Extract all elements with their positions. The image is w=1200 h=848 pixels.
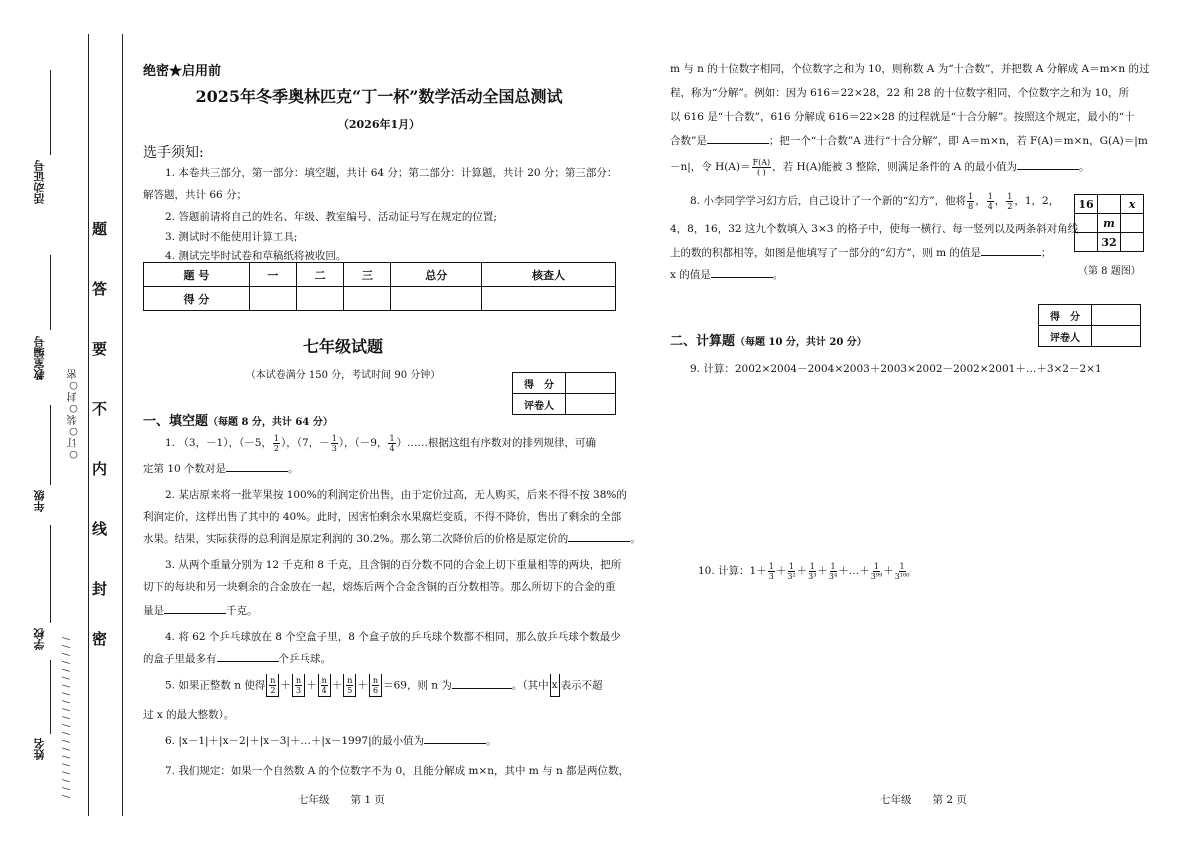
q1-text: 1. （3，－1），（－5，: [165, 437, 272, 449]
q8-text: ；: [1040, 247, 1052, 259]
question-2-cont: 利润定价，这样出售了其中的 40%。此时，因害怕剩余水果腐烂变质，不得不降价，售出了剩余的全部: [143, 511, 622, 523]
question-3-cont: 切下的每块和另一块剩余的合金放在一起，熔炼后两个合金含铜的百分数相等。那么所切下的合金的重: [143, 581, 616, 593]
question-9: 9. 计算：2002×2004－2004×2003＋2003×2002－2002×2001＋…＋3×2－2×1: [690, 363, 1102, 375]
magic-cell: 32: [1098, 233, 1121, 252]
q1-text: 。: [288, 463, 299, 475]
q4-text: 个乒乓球。: [278, 653, 331, 665]
binding-line: [122, 34, 123, 816]
notice-line: 4. 测试完毕时试卷和草稿纸将被收回。: [165, 250, 347, 262]
fraction: $\frac{1}{\text{3³}}$: [808, 561, 817, 581]
fraction: $\frac{1}{\text{3¹⁰⁰}}$: [894, 561, 910, 581]
binding-strip: [0, 0, 126, 848]
score-row-label: 得 分: [144, 287, 250, 311]
grade-title: 七年级试题: [302, 337, 383, 356]
q6-expression: |x－1|＋|x－2|＋|x－3|＋…＋|x－1997|: [178, 735, 372, 747]
floor-term: $\frac{n}{6}$: [369, 674, 382, 697]
label-activity-id: 活动证号: [33, 160, 46, 204]
frac-den: 3: [331, 443, 337, 453]
question-4-cont: [143, 648, 331, 670]
floor-term: $\frac{n}{3}$: [292, 674, 305, 697]
q8-text: x 的值是: [670, 269, 711, 281]
question-2-cont: 水果。结果，实际获得的总利润是原定利润的 30.2%。那么第二次降价后的价格是原定价的 。: [143, 528, 641, 550]
label-name: 姓名: [33, 738, 46, 760]
score-header: 总分: [391, 263, 482, 287]
q1-text: ），（7，－: [281, 437, 330, 449]
seal-char: 要: [92, 340, 108, 358]
q4-text: 的盒子里最多有: [143, 653, 217, 665]
question-2: 2. 某店原来将一批苹果按 100%的利润定价出售，由于定价过高，无人购买，后来不得不按 38%的: [165, 489, 627, 501]
secret-mark: 绝密★启用前: [143, 64, 222, 79]
grader-table: [1038, 304, 1141, 347]
q6-text: 。: [486, 735, 497, 747]
section1-note: （每题 8 分，共计 64 分）: [208, 417, 333, 428]
grader-label: 得 分: [1039, 305, 1092, 326]
magic-caption: （第 8 题图）: [1078, 266, 1141, 277]
seal-char: 线: [92, 520, 108, 538]
section1-heading: [143, 410, 333, 429]
grader-cell[interactable]: [1092, 305, 1141, 326]
question-6: [165, 730, 497, 752]
notice-line: 3. 测试时不能使用计算工具;: [165, 231, 298, 243]
label-school: 学校: [33, 628, 46, 650]
seal-char: 不: [92, 400, 108, 418]
answer-blank[interactable]: [226, 459, 288, 472]
answer-blank[interactable]: [568, 529, 630, 542]
score-table: [143, 262, 616, 311]
label-classroom-id: 教室编号: [33, 336, 46, 380]
answer-blank[interactable]: [164, 601, 226, 614]
answer-blank[interactable]: [452, 676, 512, 689]
section2-title: 二、计算题: [670, 334, 736, 349]
frac-num: 1: [389, 433, 395, 443]
frac-num: 1: [331, 433, 337, 443]
grader-label: 得 分: [513, 373, 566, 394]
magic-square: [1074, 194, 1144, 252]
q7-text: 。: [1079, 161, 1090, 173]
seal-line-text: ○订○装○封○密: [68, 368, 79, 460]
question-8-cont: [670, 264, 783, 286]
fraction: [388, 434, 395, 453]
q6-text: 的最小值为: [371, 735, 425, 747]
frac-den: 2: [273, 443, 279, 453]
score-header: 题 号: [144, 263, 250, 287]
q3-text: 千克。: [226, 605, 258, 617]
seal-char: 密: [92, 630, 108, 648]
grader-cell[interactable]: [566, 394, 616, 415]
q6-text: 6.: [165, 735, 176, 747]
score-header: 核查人: [482, 263, 616, 287]
score-cell[interactable]: [391, 287, 482, 311]
fraction: $\frac{1}{2}$: [1007, 191, 1013, 211]
q2-text: 水果。结果，实际获得的总利润是原定利润的 30.2%。那么第二次降价后的价格是原定价的: [143, 533, 569, 545]
q10-text: 10. 计算：1＋: [698, 565, 767, 577]
fraction: $\frac{1}{\text{3²}}$: [787, 561, 796, 581]
blank-name[interactable]: [50, 660, 51, 734]
footer-page-2: 七年级 第 2 页: [880, 794, 967, 806]
question-7-cont: 程，称为“分解”。例如：因为 616＝22×28，22 和 28 的十位数字相同，个位数字之和为 10，所: [670, 87, 1130, 99]
fraction: $\frac{1}{4}$: [987, 191, 993, 211]
score-header: 三: [344, 263, 391, 287]
question-5: 5. 如果正整数 n 使得 $\frac{n}{2}$ ＋ $\frac{n}{3}$ ＋ $\frac{n}{4}$ ＋ $\frac{n}{5}$ ＋ $\frac{n}{6}$ ＝69，则 n 为 。（其中 x 表示不超: [165, 674, 603, 697]
answer-blank[interactable]: [424, 731, 486, 744]
seal-char: 答: [92, 280, 108, 298]
blank-classroom-id[interactable]: [50, 255, 51, 330]
question-8: 8. 小李同学学习幻方后，自己设计了一个新的“幻方”，他将 $\frac{1}{8}$ ， $\frac{1}{4}$ ， $\frac{1}{2}$ ，1，2，: [690, 191, 1060, 211]
fraction: [273, 434, 280, 453]
score-header: 二: [296, 263, 343, 287]
notice-title: 选手须知:: [143, 145, 204, 161]
q8-text: 。: [772, 269, 784, 281]
q10-dots: ＋…＋: [838, 565, 870, 577]
question-7-cont: m 与 n 的十位数字相同，个位数字之和为 10，则称数 A 为“十合数”，并把数 A 分解成 A＝m×n 的过: [670, 63, 1150, 75]
q7-text: ；把一个“十合数”A 进行“十合分解”，即 A＝m×n，若 F(A)＝m×n，G(A)＝|m: [768, 135, 1148, 147]
magic-cell: [1121, 214, 1144, 233]
score-cell[interactable]: [344, 287, 391, 311]
question-7-cont: [670, 130, 1148, 152]
q7-text: －n|，令 H(A)＝: [670, 161, 751, 173]
blank-school[interactable]: [50, 525, 51, 623]
grader-label: 评卷人: [513, 394, 566, 415]
fraction: $\frac{1}{\text{3⁴}}$: [828, 561, 838, 581]
frac-num: 1: [273, 433, 279, 443]
question-4: 4. 将 62 个乒乓球放在 8 个空盒子里，8 个盒子放的乒乓球个数都不相同，那么放乒乓球个数最少: [165, 631, 621, 643]
floor-term: $\frac{n}{4}$: [318, 674, 331, 697]
q8-text: 8. 小李同学学习幻方后，自己设计了一个新的“幻方”，他将: [690, 195, 967, 207]
fraction: F(A) ( ): [752, 157, 771, 177]
blank-grade[interactable]: [50, 405, 51, 485]
question-8-cont: [670, 242, 1051, 264]
q8-text: 上的数的积都相等，如图是他填写了一部分的“幻方”，则 m 的值是: [670, 247, 981, 259]
question-7-cont: [670, 156, 1090, 178]
score-cell[interactable]: [296, 287, 343, 311]
binding-line: [88, 34, 89, 816]
grader-cell[interactable]: [566, 373, 616, 394]
fraction: [331, 434, 338, 453]
seal-char: 内: [92, 460, 108, 478]
grader-cell[interactable]: [1092, 326, 1141, 347]
score-cell[interactable]: [482, 287, 616, 311]
q1-text: ），（－9，: [338, 437, 388, 449]
grader-label: 评卷人: [1039, 326, 1092, 347]
section2-heading: [670, 330, 867, 349]
floor-term: $\frac{n}{2}$: [266, 674, 279, 697]
question-1: [165, 432, 625, 454]
exam-date: （2026年1月）: [337, 118, 421, 131]
floor-term: $\frac{n}{5}$: [343, 674, 356, 697]
q5-text: ＝69，则 n 为: [383, 679, 452, 692]
score-cell[interactable]: [249, 287, 296, 311]
question-3: 3. 从两个重量分别为 12 千克和 8 千克，且含铜的百分数不同的合金上切下重量相等的两块，把所: [165, 559, 622, 571]
question-3-cont: [143, 600, 258, 622]
footer-page-1: 七年级 第 1 页: [298, 794, 385, 806]
notice-line: 1. 本卷共三部分，第一部分：填空题，共计 64 分；第二部分：计算题，共计 20 分；第三部分：: [165, 167, 618, 179]
blank-activity-id[interactable]: [50, 70, 51, 155]
answer-blank[interactable]: [981, 243, 1041, 256]
question-8-cont: 4，8，16，32 这九个数填入 3×3 的格子中，使每一横行、每一竖列以及两条斜对角线: [670, 223, 1079, 235]
notice-line: 2. 答题前请将自己的姓名、年级、教室编号、活动证号写在规定的位置;: [165, 211, 497, 223]
answer-blank[interactable]: [711, 265, 773, 278]
magic-cell: m: [1098, 214, 1121, 233]
binding-dashes-left: / / / / / / / / / / / / / / / / / / / / /: [62, 636, 72, 798]
magic-cell: [1121, 233, 1144, 252]
exam-info: （本试卷满分 150 分，考试时间 90 分钟）: [245, 370, 441, 381]
question-5-cont: 过 x 的最大整数）。: [143, 709, 235, 721]
question-7-cont: 以 616 是“十合数”，616 分解成 616＝22×28 的过程就是“十合分解”。按照这个规定，最小的“十: [670, 111, 1135, 123]
fraction: $\frac{1}{\text{3⁹⁹}}$: [870, 561, 883, 581]
seal-char: 封: [92, 580, 108, 598]
answer-blank[interactable]: [217, 649, 279, 662]
question-7: 7. 我们规定：如果一个自然数 A 的个位数字不为 0，且能分解成 m×n，其中 m 与 n 都是两位数，: [165, 765, 630, 777]
seal-char: 题: [92, 220, 108, 238]
q7-text: ，若 H(A)能被 3 整除，则满足条件的 A 的最小值为: [772, 161, 1018, 173]
magic-cell: [1075, 233, 1098, 252]
score-header: 一: [249, 263, 296, 287]
floor-x: x: [550, 674, 560, 697]
q1-text: 定第 10 个数对是: [143, 463, 227, 475]
q3-text: 量是: [143, 605, 164, 617]
frac-den: 4: [389, 443, 395, 453]
label-grade: 年级: [33, 490, 46, 512]
q7-text: 合数”是: [670, 135, 707, 147]
magic-cell: 16: [1075, 195, 1098, 214]
section1-title: 一、填空题: [143, 414, 209, 429]
question-1-cont: [143, 458, 299, 480]
fraction: $\frac{1}{8}$: [968, 191, 974, 211]
magic-cell: [1075, 214, 1098, 233]
exam-title: 2025年冬季奥林匹克“丁一杯”数学活动全国总测试: [195, 87, 563, 106]
magic-cell: [1098, 195, 1121, 214]
grader-table: [512, 372, 616, 415]
q5-text: 5. 如果正整数 n 使得: [165, 679, 266, 692]
answer-blank[interactable]: [707, 131, 769, 144]
q1-text: ）……根据这组有序数对的排列规律，可确: [396, 437, 597, 449]
q5-text: 。（其中: [511, 679, 549, 692]
question-10: 10. 计算：1＋ $\frac{1}{3}$ ＋ $\frac{1}{\text{3²}}$ ＋ $\frac{1}{\text{3³}}$ ＋ $\frac{1}{\text{3⁴}}$ ＋…＋ $\frac{1}{\text{3⁹⁹}}$ ＋ $\frac{1}{\text{3¹⁰⁰}}$: [698, 561, 910, 581]
notice-line: 解答题，共计 66 分；: [143, 189, 248, 201]
answer-blank[interactable]: [1017, 157, 1079, 170]
section2-note: （每题 10 分，共计 20 分）: [735, 337, 867, 348]
magic-cell: x: [1121, 195, 1144, 214]
q8-text: ，1，2，: [1014, 195, 1060, 207]
fraction: $\frac{1}{3}$: [768, 561, 774, 581]
q5-text: 表示不超: [560, 679, 603, 692]
